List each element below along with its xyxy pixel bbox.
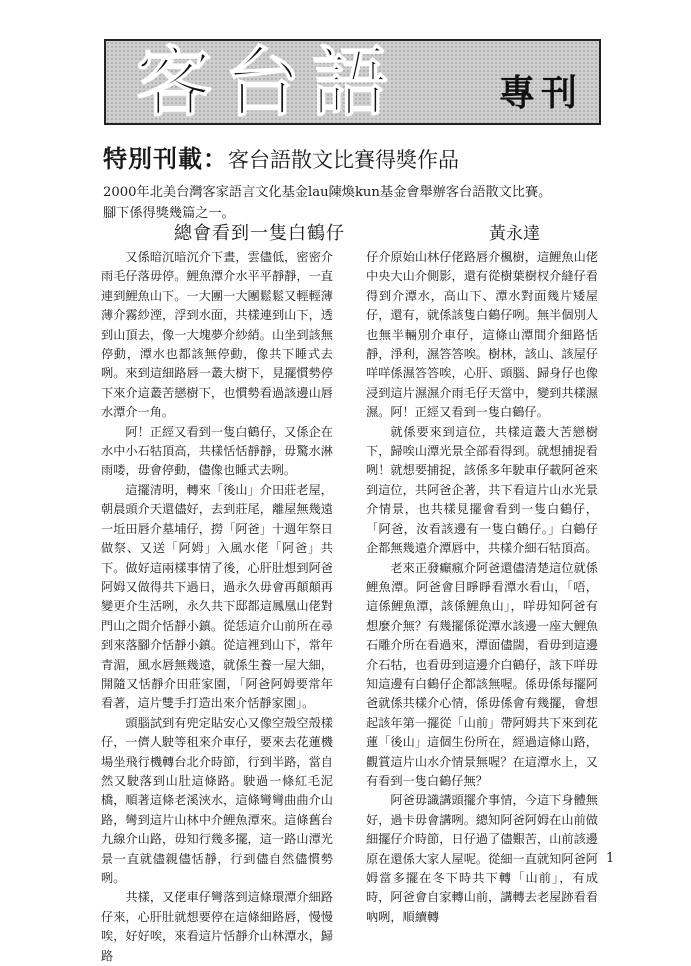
article-paragraph: 又係暗沉暗沉介下晝，雲儘低，密密介雨毛仔落毋停。鯉魚潭介水平平靜靜，一直連到鯉魚山下。一大團一大團鬆鬆又輕輕薄薄介霧紗湮，浮到水面，共樣連到山下，透到山頂去，像一大塊夢介紗綃。山坐到該無停動，潭水也都該無停動，像共下睡式去咧。來到這細路唇一叢大樹下，見擺慣勢停下來介這叢苦戀樹下，也慣勢看過該邊山唇水潭介一角。	[101, 250, 333, 420]
article-paragraph: 就係要來到這位，共樣這叢大苦戀樹下，歸唉山潭光景全部看得到。就想捕捉看咧！就想要捕捉，該係多年駛車仔載阿爸來到這位，共阿爸企著，共下看這片山水光景介情景，也共樣見擺會看到一隻白鶴仔，「阿爸，汝看該邊有一隻白鶴仔。」白鶴仔企都無幾遠介潭唇中，共樣介細石牯頂高。	[366, 424, 598, 556]
article-column-left	[101, 248, 333, 966]
article-paragraph: 仔介原始山林仔佬路唇介楓樹，這鯉魚山佬中央大山介側影，還有從樹葉樹杈介縫仔看得到介潭水，高山下、潭水對面幾片矮屋仔，還有，就係該隻白鶴仔咧。無半個別人也無半輛別介車仔，這條山潭間介細路恬靜，淨利，濕答答唉。樹林，該山、該屋仔咩咩係濕答答唉，心肝、頭腦、歸身仔也像浸到這片濕濕介雨毛仔天當中，變到共樣濕濕。阿！正經又看到一隻白鶴仔。	[366, 250, 598, 420]
article-paragraph: 阿！正經又看到一隻白鶴仔，又係企在水中小石牯頂高，共樣恬恬靜靜，毋驚水淋雨喽，毋會停動，儘像也睡式去咧。	[101, 424, 333, 478]
section-heading-text: 客台語散文比賽得獎作品	[228, 148, 459, 172]
article-paragraph: 老來正發癲瘋介阿爸還儘清楚這位就係鯉魚潭。阿爸會目睜睜看潭水看山，「唔，這係鯉魚潭，該係鯉魚山」，咩毋知阿爸有想麼介無？有幾擺係從潭水該邊一座大鯉魚石雕介所在看過來，潭面儘闊，看毋到這邊介石牯，也看毋到這邊介白鶴仔，該下咩毋知這邊有白鶴仔企都該無喔。係毋係每擺阿爸就係共樣介心情，係毋係會有幾擺，會想起該年第一擺從「山前」帶阿姆共下來到花蓮「後山」這個生份所在，經過這條山路，觀賞這片山水介情景無喔？在這潭水上，又有看到一隻白鶴仔無？	[366, 560, 598, 788]
article-author: 黃永達	[489, 224, 540, 244]
section-heading-prefix: 特別刊載：	[103, 144, 228, 173]
journal-banner	[104, 39, 601, 125]
article-paragraph: 頭腦試到有兜定貼安心又像空殼空殼樣仔，一儕人駛等租來介車仔，要來去花蓮機場坐飛行機轉台北介時節，行到半路，當自然又駛落到山肚這條路。駛過一條紅毛泥橋，順著這條老溪浹水，這條彎彎曲曲介山路，彎到這片山林中介鯉魚潭來。這條舊台九線介山路，毋知行幾多擺，這一路山潭光景一直就儘親儘恬靜，行到儘自然儘慣勢咧。	[101, 715, 333, 885]
intro-line: 腳下係得獎幾篇之一。	[103, 206, 235, 221]
intro-text	[103, 182, 603, 224]
page-number: 1	[606, 851, 615, 866]
banner-subtitle: 專刊	[498, 72, 583, 114]
article-column-right	[366, 248, 598, 927]
article-paragraph: 這擺清明，轉來「後山」介田莊老屋，朝晨頭介天還儘好，去到莊尾，離屋無幾遠一坵田唇介墓埔仔，撈「阿爸」十週年祭日做祭、又送「阿姆」入風水佬「阿爸」共下。做好這兩樣事情了後，心肝肚想到阿爸阿姆又做得共下過日，過永久毋會再顛顛再變更介生活咧，永久共下邸都這鳳凰山佬對門山之間介恬靜小鎮。從恁這介山前所在尋到來落腳介恬靜小鎮。從這裡到山下，常年青湄，風水唇無幾遠，就係生養一屋大細，開隨又恬靜介田莊家園，「阿爸阿姆要常年看著，這片雙手打造出來介恬靜家園」。	[101, 482, 333, 711]
article-paragraph: 阿爸毋識講頭擺介事情，今這下身體無好，過卡毋會講咧。總知阿爸阿姆在山前做細擺仔介時節，日仔過了儘艱苦，山前該邊原在還係大家人屋呢。從細一直就知阿爸阿姆當多擺在冬下時共下轉「山前」，有成時，阿爸會自家轉山前，講轉去老屋跡看看吶咧，順續轉	[366, 793, 598, 924]
article-paragraph: 共樣，又佬車仔彎落到這條環潭介細路仔來，心肝肚就想要停在這條細路唇，慢慢唉，好好唉，來看這片恬靜介山林潭水，歸路	[101, 890, 333, 963]
article-title: 總會看到一隻白鶴仔	[174, 223, 345, 244]
banner-main-title: 客台語	[136, 38, 400, 127]
section-heading	[103, 146, 459, 173]
intro-line: 2000年北美台灣客家語言文化基金lau陳煥kun基金會舉辦客台語散文比賽。	[103, 185, 552, 200]
